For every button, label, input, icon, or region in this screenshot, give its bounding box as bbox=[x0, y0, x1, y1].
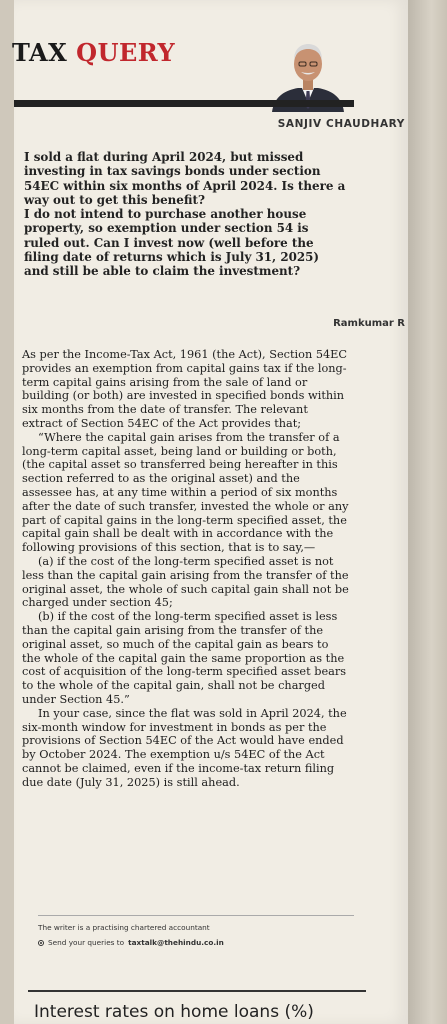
section-divider bbox=[28, 990, 366, 992]
reader-question bbox=[24, 150, 346, 279]
answer-paragraph: “Where the capital gain arises from the transfer of a long-term capital asset, being land or building or both, (the capital asset so transferred being hereafter in this section referred to as the original asset) and the assessee has, at any time within a period of six months after the date of such transfer, invested the whole or any part of capital gains in the long-term specified asset, the capital gain shall be dealt with in accordance with the following provisions of this section, that is to say,— bbox=[22, 430, 349, 555]
question-paragraph-2: I do not intend to purchase another house property, so exemption under section 54 is ruled out. Can I invest now (well before the filing date of returns which is July 31, 2025) and still be able to claim the investment? bbox=[24, 207, 320, 279]
question-asker: Ramkumar R bbox=[333, 318, 405, 329]
adjacent-page-edge bbox=[408, 0, 447, 1024]
query-email[interactable]: taxtalk@thehindu.co.in bbox=[128, 938, 224, 947]
bullet-icon bbox=[38, 940, 44, 946]
header-rule bbox=[14, 100, 354, 107]
answer-paragraph: (b) if the cost of the long-term specified asset is less than the capital gain arising from the transfer of the original asset, so much of the capital gain as bears to the whole of the capital gain the same proportion as the cost of acquisition of the long-term specified asset bears to the whole of the capital gain, shall not be charged under Section 45.” bbox=[22, 610, 347, 706]
answer-paragraph: (a) if the cost of the long-term specified asset is not less than the capital gain arising from the transfer of the original asset, the whole of such capital gain shall not be charged under section 45; bbox=[22, 554, 349, 610]
next-article-headline: Interest rates on home loans (%) bbox=[34, 1002, 314, 1022]
footnote-divider bbox=[38, 915, 354, 916]
author-byline: SANJIV CHAUDHARY bbox=[277, 118, 405, 130]
column-title-tax: TAX bbox=[12, 38, 68, 67]
question-paragraph-1: I sold a flat during April 2024, but missed investing in tax savings bonds under section 54EC within six months of April 2024. Is there a way out to get this benefit? bbox=[24, 150, 346, 207]
send-queries-prefix: Send your queries to bbox=[48, 938, 125, 947]
column-title-query: QUERY bbox=[76, 38, 176, 67]
send-queries-line bbox=[38, 938, 358, 947]
answer-paragraph: In your case, since the flat was sold in April 2024, the six-month window for investment in bonds as per the provisions of Section 54EC of the Act would have ended by October 2024. The exemption u/s 54EC of the Act cannot be claimed, even if the income-tax return filing due date (July 31, 2025) is still ahead. bbox=[22, 706, 347, 789]
answer-body bbox=[22, 348, 350, 790]
author-note: The writer is a practising chartered accountant bbox=[38, 923, 210, 932]
column-title bbox=[12, 38, 175, 67]
answer-paragraph: As per the Income-Tax Act, 1961 (the Act), Section 54EC provides an exemption from capital gains tax if the long-term capital gains arising from the sale of land or building (or both) are invested in specified bonds within six months from the date of transfer. The relevant extract of Section 54EC of the Act provides that; bbox=[22, 348, 348, 430]
